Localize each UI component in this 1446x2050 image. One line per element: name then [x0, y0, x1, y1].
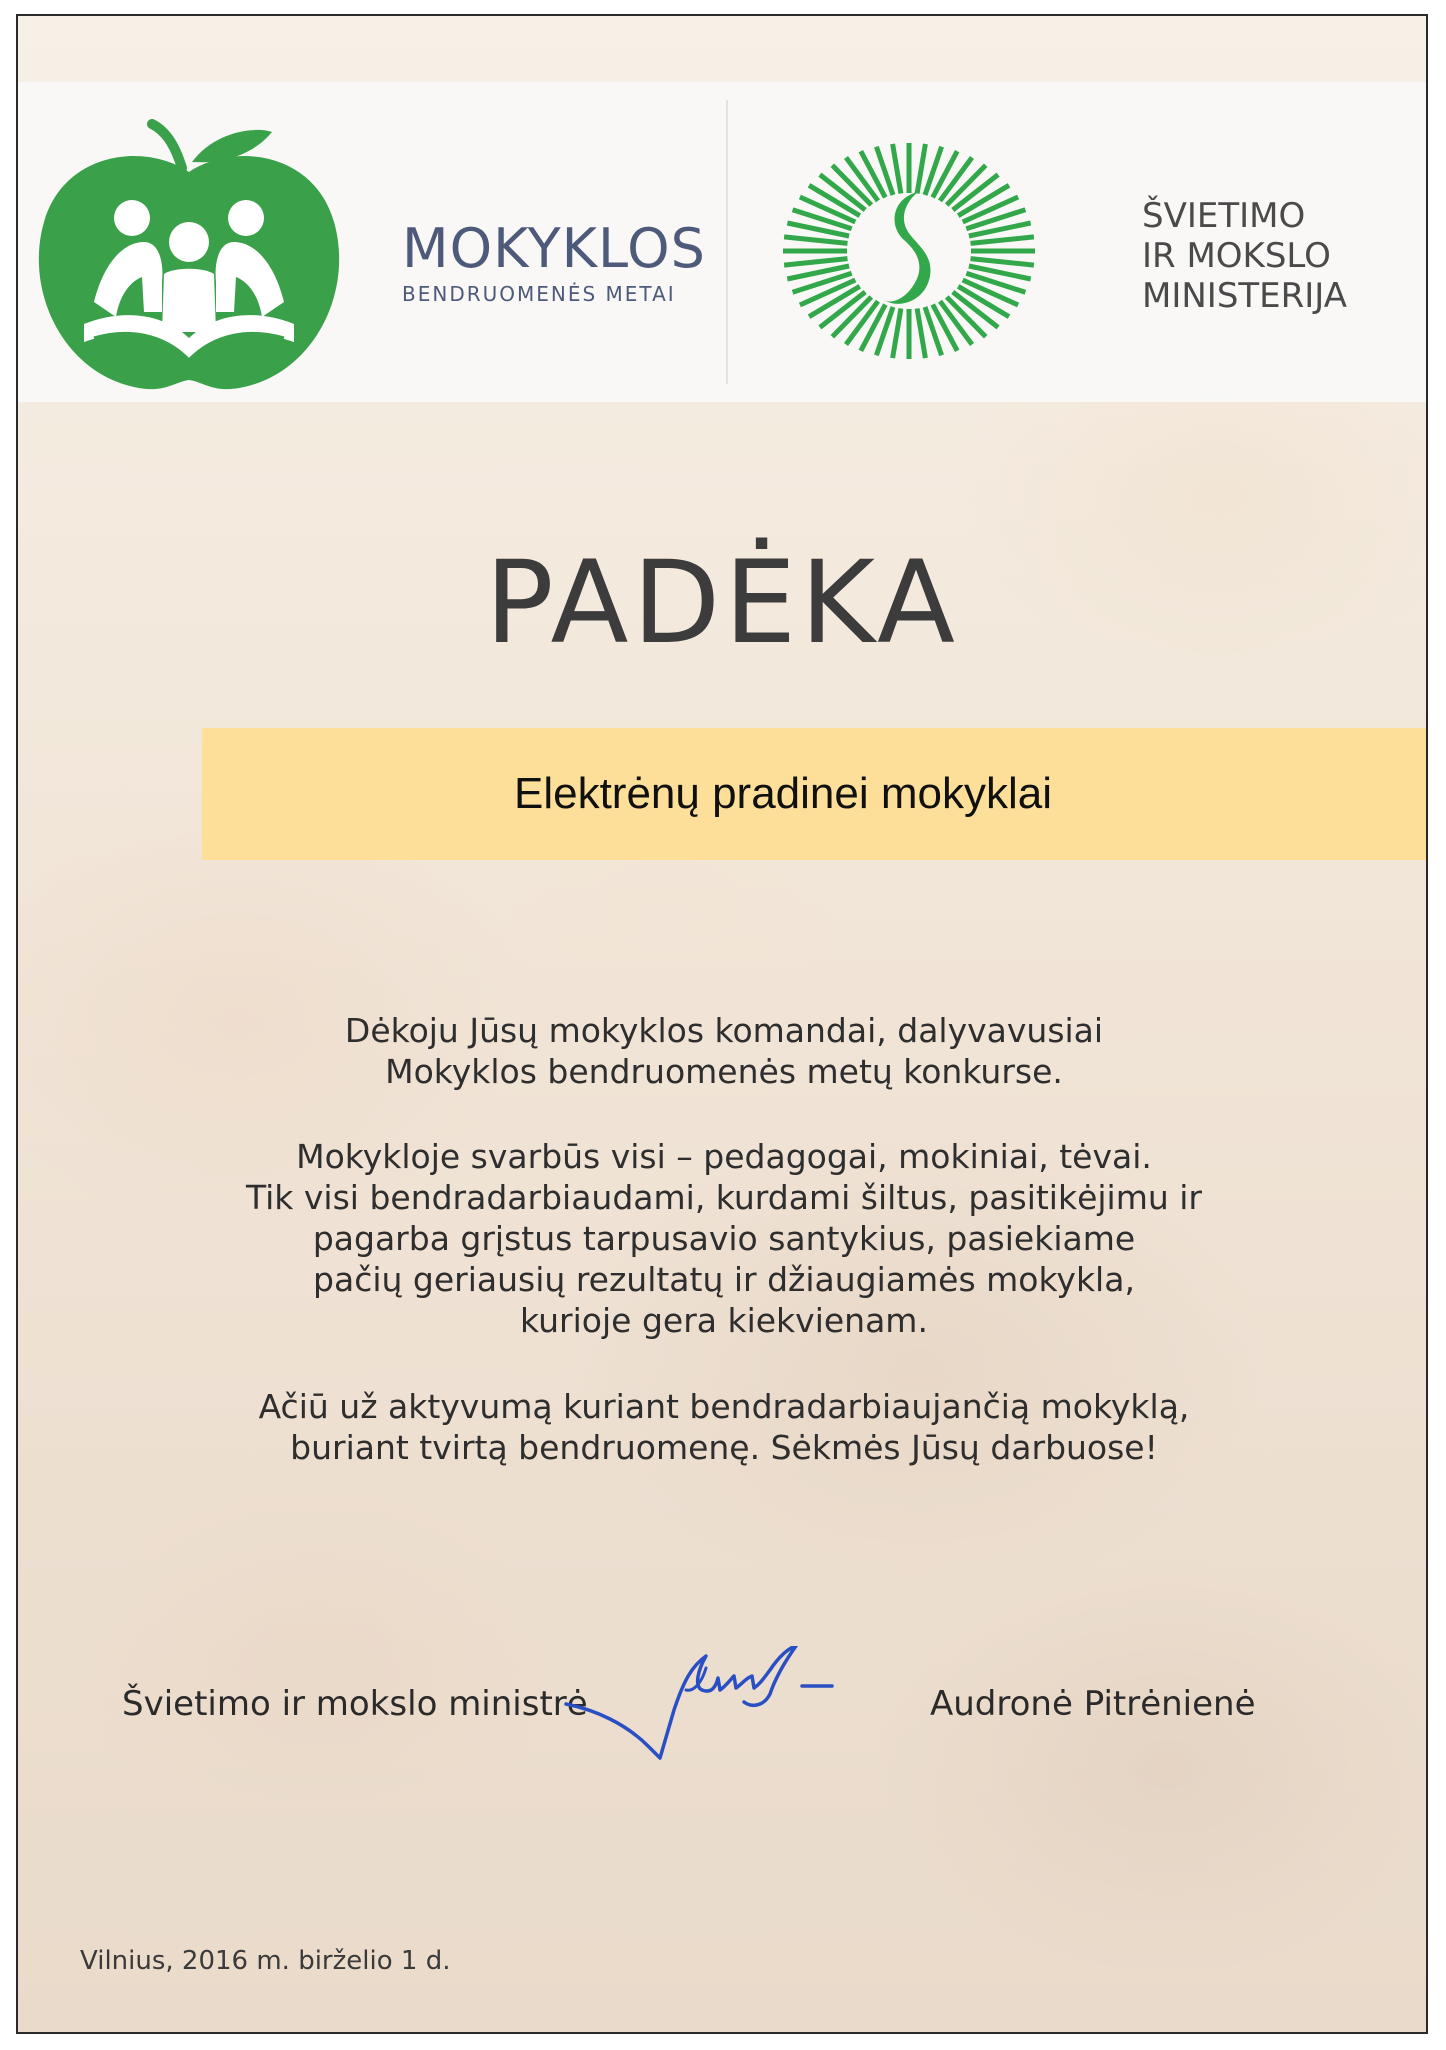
recipient-band [202, 728, 1428, 860]
ministry-name-line-3: MINISTERIJA [1142, 276, 1347, 316]
certificate-page [16, 14, 1428, 2034]
paragraph-community [118, 1136, 1330, 1341]
signatory-role: Švietimo ir mokslo ministrė [122, 1684, 588, 1724]
certificate-content [18, 16, 1426, 2032]
ministry-name-line-2: IR MOKSLO [1142, 236, 1331, 276]
paragraph-line: Mokykloje svarbūs visi – pedagogai, mokiniai, tėvai. [296, 1137, 1152, 1176]
paragraph-line: pagarba grįstus tarpusavio santykius, pasiekiame [312, 1219, 1136, 1258]
certificate-title: PADĖKA [485, 536, 959, 669]
handwritten-signature [556, 1646, 926, 1826]
mokyklos-subtitle: BENDRUOMENĖS METAI [402, 282, 676, 306]
paragraph-line: Dėkoju Jūsų mokyklos komandai, dalyvavusiai [344, 1011, 1104, 1050]
paragraph-line: Mokyklos bendruomenės metų konkurse. [385, 1052, 1063, 1091]
paragraph-line: kurioje gera kiekvienam. [520, 1301, 928, 1340]
paragraph-line: Ačiū už aktyvumą kuriant bendradarbiaujančią mokyklą, [258, 1387, 1190, 1426]
paragraph-line: pačių geriausių rezultatų ir džiaugiamės mokykla, [313, 1260, 1135, 1299]
place-and-date: Vilnius, 2016 m. birželio 1 d. [80, 1946, 451, 1976]
recipient-name: Elektrėnų pradinei mokyklai [513, 769, 1053, 818]
ministry-name-line-1: ŠVIETIMO [1142, 196, 1306, 236]
mokyklos-title: MOKYKLOS [402, 217, 706, 280]
signatory-name: Audronė Pitrėnienė [930, 1684, 1256, 1724]
paragraph-thanks [118, 1010, 1330, 1092]
paragraph-closing [118, 1386, 1330, 1468]
paragraph-line: buriant tvirtą bendruomenę. Sėkmės Jūsų darbuose! [290, 1428, 1158, 1467]
paragraph-line: Tik visi bendradarbiaudami, kurdami šiltus, pasitikėjimu ir [245, 1178, 1203, 1217]
